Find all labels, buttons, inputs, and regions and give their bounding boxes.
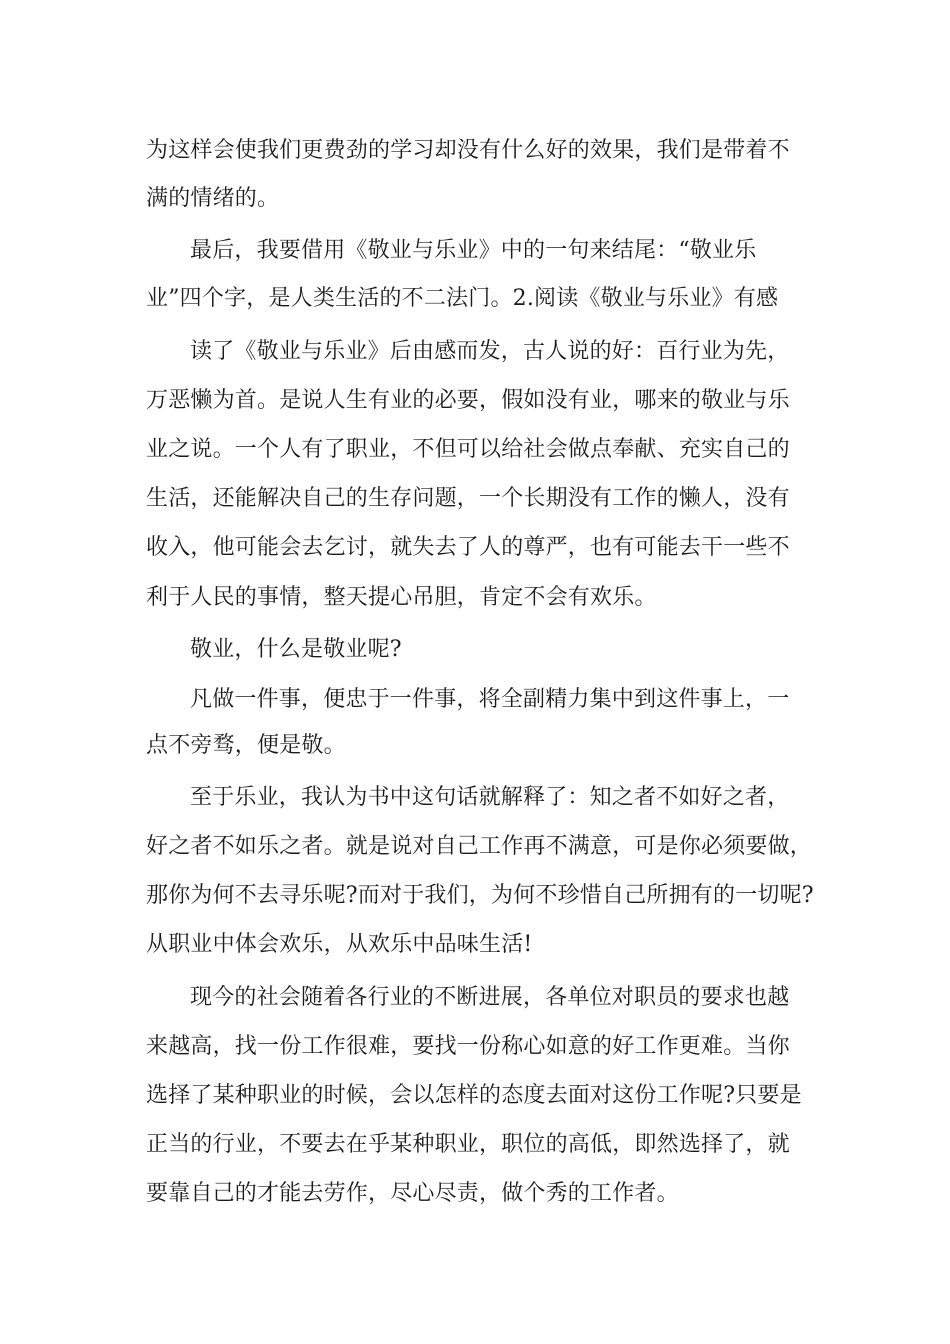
text-line: 那你为何不去寻乐呢?而对于我们，为何不珍惜自己所拥有的一切呢?	[146, 883, 814, 908]
text-line: 来越高，找一份工作很难，要找一份称心如意的好工作更难。当你	[146, 1034, 790, 1059]
text-line: 业”四个字，是人类生活的不二法门。2.阅读《敬业与乐业》有感	[146, 286, 779, 311]
text-line: 凡做一件事，便忠于一件事，将全副精力集中到这件事上，一	[190, 687, 790, 712]
text-line: 为这样会使我们更费劲的学习却没有什么好的效果，我们是带着不	[146, 138, 790, 163]
text-line: 业之说。一个人有了职业，不但可以给社会做点奉献、充实自己的	[146, 437, 790, 462]
text-line: 最后，我要借用《敬业与乐业》中的一句来结尾：“敬业乐	[190, 238, 757, 263]
text-line: 好之者不如乐之者。就是说对自己工作再不满意，可是你必须要做，	[146, 834, 813, 859]
text-line: 利于人民的事情，整天提心吊胆，肯定不会有欢乐。	[146, 585, 657, 610]
text-line: 现今的社会随着各行业的不断进展，各单位对职员的要求也越	[190, 985, 790, 1010]
text-line: 生活，还能解决自己的生存问题，一个长期没有工作的懒人，没有	[146, 486, 790, 511]
text-line: 敬业，什么是敬业呢?	[190, 637, 402, 662]
text-line: 选择了某种职业的时候，会以怎样的态度去面对这份工作呢?只要是	[146, 1083, 802, 1108]
text-line: 读了《敬业与乐业》后由感而发，古人说的好：百行业为先，	[190, 339, 790, 364]
text-line: 要靠自己的才能去劳作，尽心尽责，做个秀的工作者。	[146, 1181, 679, 1206]
text-line: 正当的行业，不要去在乎某种职业，职位的高低，即然选择了，就	[146, 1132, 790, 1157]
text-line: 满的情绪的。	[146, 186, 280, 211]
text-line: 从职业中体会欢乐，从欢乐中品味生活!	[146, 932, 533, 957]
text-line: 点不旁骛，便是敬。	[146, 733, 346, 758]
text-line: 收入，他可能会去乞讨，就失去了人的尊严，也有可能去干一些不	[146, 535, 790, 560]
text-line: 万恶懒为首。是说人生有业的必要，假如没有业，哪来的敬业与乐	[146, 388, 790, 413]
text-line: 至于乐业，我认为书中这句话就解释了：知之者不如好之者，	[190, 785, 790, 810]
